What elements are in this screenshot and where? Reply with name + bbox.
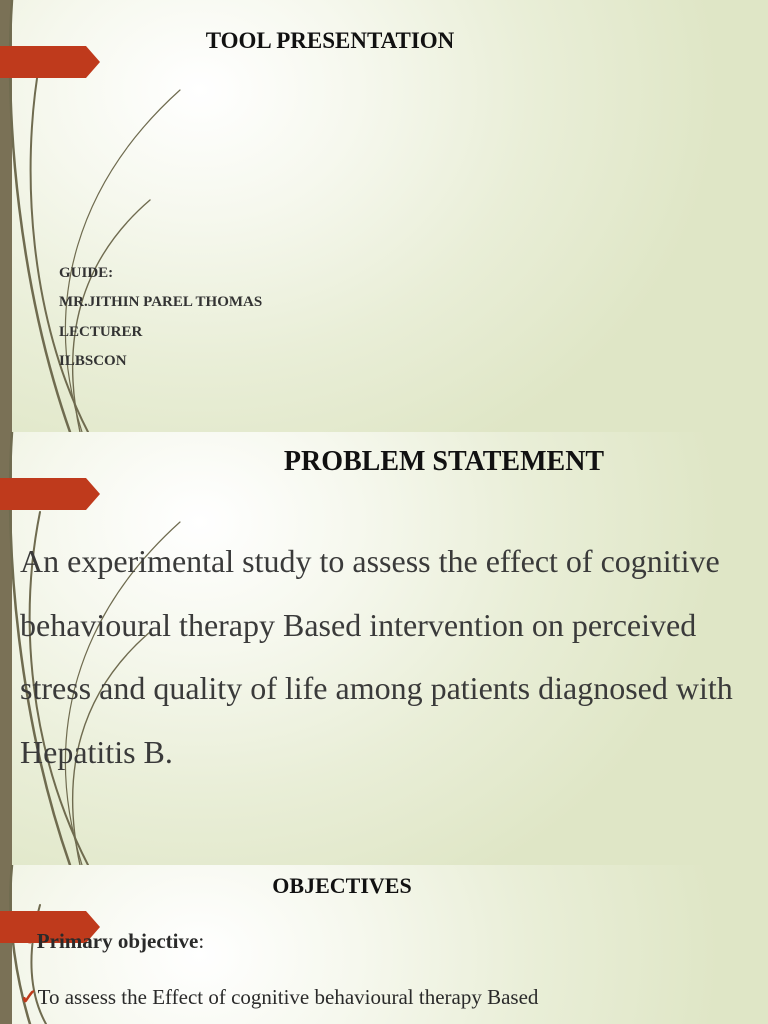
guide-line: GUIDE: [59,265,114,281]
guide-designation: LECTURER [59,323,143,340]
slide-tool-presentation [0,0,768,432]
problem-statement-text: An experimental study to assess the effect of cognitive behavioural therapy Based intervention on perceived stress and quality of life among patients diagnosed with Hepatitis B. [20,543,733,770]
slide-title: OBJECTIVES [272,873,412,898]
primary-objective-row [28,929,204,954]
bullet-icon: ▫ [28,937,32,949]
guide-institution: ILBSCON [59,352,127,369]
objective-item [20,985,538,1010]
primary-objective-colon: : [198,929,205,953]
guide-name: MR.JITHIN PAREL THOMAS [59,294,263,311]
slide-objectives [0,865,768,1024]
red-arrow-tag [0,478,100,510]
slide-title: PROBLEM STATEMENT [283,446,605,477]
guide-info-list [59,262,262,379]
primary-objective-label: Primary objective [36,929,199,953]
checkmark-icon: ✓ [20,985,38,1009]
objective-text: To assess the Effect of cognitive behavioural therapy Based [37,985,539,1009]
slide-title: TOOL PRESENTATION [205,28,455,53]
